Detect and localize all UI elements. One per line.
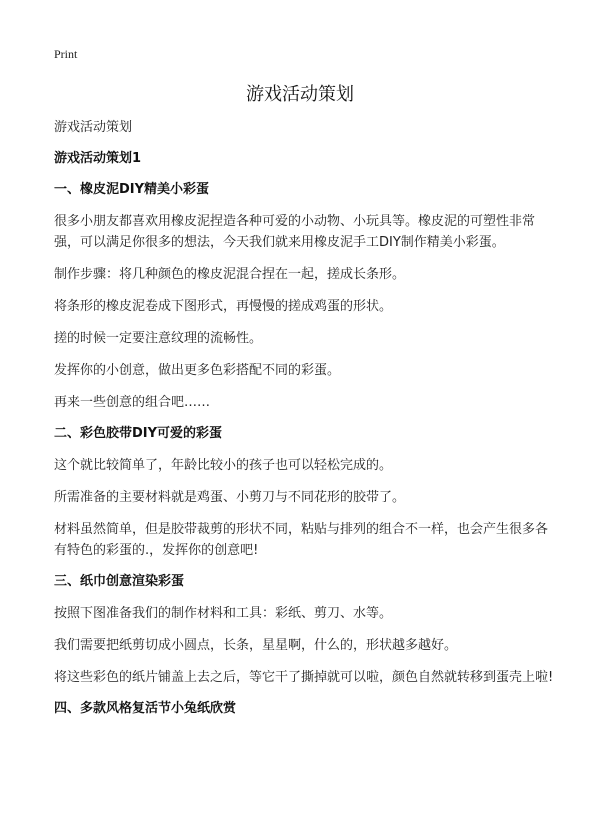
paragraph-8: 所需准备的主要材料就是鸡蛋、小剪刀与不同花形的胶带了。: [54, 490, 406, 505]
document-subtitle: 游戏活动策划: [54, 120, 133, 135]
paragraph-1: 很多小朋友都喜欢用橡皮泥捏造各种可爱的小动物、小玩具等。橡皮泥的可塑性非常强，可以满足你很多的想法，今天我们就来用橡皮泥手工DIY制作精美小彩蛋。: [54, 214, 536, 250]
paragraph-10: 按照下图准备我们的制作材料和工具：彩纸、剪刀、水等。: [54, 606, 393, 621]
heading-4: 四、多款风格复活节小兔纸欣赏: [54, 701, 237, 716]
heading-2: 二、彩色胶带DIY可爱的彩蛋: [54, 426, 223, 441]
paragraph-7: 这个就比较简单了，年龄比较小的孩子也可以轻松完成的。: [54, 458, 393, 473]
paragraph-3: 将条形的橡皮泥卷成下图形式，再慢慢的搓成鸡蛋的形状。: [54, 299, 393, 314]
section-title: 游戏活动策划1: [54, 151, 142, 166]
print-label: Print: [54, 47, 78, 61]
paragraph-12: 将这些彩色的纸片铺盖上去之后，等它干了撕掉就可以啦，颜色自然就转移到蛋壳上啦!: [54, 670, 554, 685]
paragraph-4: 搓的时候一定要注意纹理的流畅性。: [54, 331, 263, 346]
heading-3: 三、纸巾创意渲染彩蛋: [54, 574, 185, 589]
paragraph-11: 我们需要把纸剪切成小圆点，长条，星星啊，什么的，形状越多越好。: [54, 638, 458, 653]
paragraph-6: 再来一些创意的组合吧……: [54, 395, 211, 410]
paragraph-5: 发挥你的小创意，做出更多色彩搭配不同的彩蛋。: [54, 363, 341, 378]
heading-1: 一、橡皮泥DIY精美小彩蛋: [54, 182, 210, 197]
paragraph-2: 制作步骤：将几种颜色的橡皮泥混合捏在一起，搓成长条形。: [54, 267, 406, 282]
document-title: 游戏活动策划: [246, 84, 354, 105]
document-content: [54, 118, 554, 730]
paragraph-9: 材料虽然简单，但是胶带裁剪的形状不同，粘贴与排列的组合不一样，也会产生很多各有特色的彩蛋的.，发挥你的创意吧!: [54, 522, 549, 558]
